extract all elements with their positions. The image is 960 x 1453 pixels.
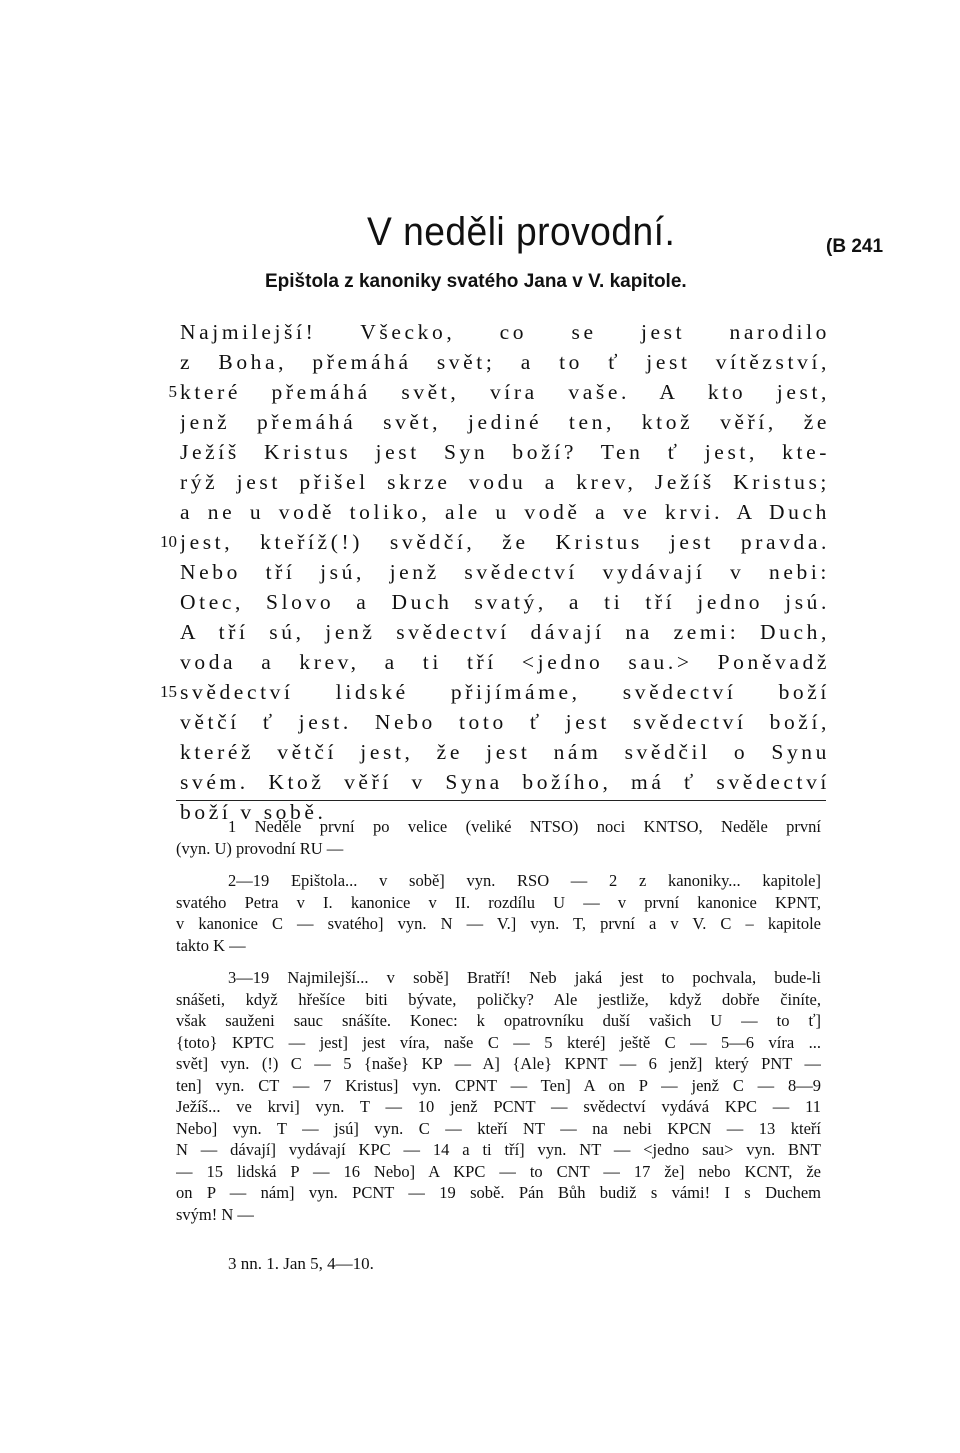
apparatus-line: svatého Petra v I. kanonice v II. rozdílu U — v první kanonice KPNT, <box>176 892 821 912</box>
apparatus-entry <box>176 967 821 1225</box>
apparatus-line: Nebo] vyn. T — jsú] vyn. C — kteří NT — na nebi KPCN — 13 kteří <box>176 1118 821 1138</box>
apparatus-line: v kanonice C — svatého] vyn. N — V.] vyn. T, první a v V. C – kapitole <box>176 914 821 933</box>
text-line: kteréž větčí jest, že jest nám svědčil o Synu <box>180 740 830 764</box>
apparatus-line: svět] vyn. (!) C — 5 {naše} KP — A] {Ale} KPNT — 6 jenž] který PNT — <box>176 1054 821 1073</box>
text-line: Nebo tří jsú, jenž svědectví vydávají v nebi: <box>180 560 830 584</box>
text-line: rýž jest přišel skrze vodu a krev, Ježíš Kristus; <box>180 470 830 494</box>
page-title: V neděli provodní. <box>367 210 676 254</box>
text-line: svém. Ktož věří v Syna božího, má ť svědectví <box>180 770 830 794</box>
text-line: Najmilejší! Všecko, co se jest narodilo <box>180 320 830 344</box>
text-line: větčí ť jest. Nebo toto ť jest svědectví boží, <box>180 710 830 734</box>
apparatus-line: (vyn. U) provodní RU — <box>176 838 344 858</box>
apparatus-line: — 15 lidská P — 16 Nebo] A KPC — to CNT — 17 že] nebo KCNT, že <box>176 1161 821 1181</box>
text-line: jenž přemáhá svět, jediné ten, ktož věří, že <box>180 410 830 434</box>
footnote-divider <box>176 800 826 801</box>
source-reference: 3 nn. 1. Jan 5, 4—10. <box>228 1254 374 1273</box>
text-line: boží v sobě. <box>180 800 327 824</box>
text-line: svědectví lidské přijímáme, svědectví boží <box>180 680 830 704</box>
line-number: 5 <box>168 382 177 401</box>
apparatus-line: snášeti, když hřešíce biti bývate, poličky? Ale jestliže, když dobře činíte, <box>176 989 821 1009</box>
apparatus-line: on P — nám] vyn. PCNT — 19 sobě. Pán Bůh budiž s vámi! I s Duchem <box>176 1183 821 1202</box>
text-line: voda a krev, a ti tří <jedno sau.> Poněvadž <box>180 650 830 674</box>
text-line: A tří sú, jenž svědectví dávají na zemi: Duch, <box>180 620 830 644</box>
apparatus-line: 3—19 Najmilejší... v sobě] Bratří! Neb jaká jest to pochvala, bude-li <box>228 968 821 987</box>
apparatus-line: svým! N — <box>176 1204 254 1224</box>
apparatus-line: 2—19 Epištola... v sobě] vyn. RSO — 2 z kanoniky... kapitole] <box>228 871 821 890</box>
apparatus-line: však sauženi sauc snášíte. Konec: k opatrovníku duší vašich U — to ť] <box>176 1011 821 1030</box>
line-number: 10 <box>160 532 177 551</box>
apparatus-line: Ježíš... ve krvi] vyn. T — 10 jenž PCNT — svědectví vydává KPC — 11 <box>176 1097 821 1116</box>
text-line: jest, kteříž(!) svědčí, že Kristus jest pravda. <box>180 530 830 554</box>
text-line: Otec, Slovo a Duch svatý, a ti tří jedno jsú. <box>180 590 830 614</box>
page-reference: (B 241 <box>826 236 884 257</box>
critical-apparatus <box>176 816 821 1236</box>
section-subtitle: Epištola z kanoniky svatého Jana v V. kapitole. <box>265 271 687 292</box>
apparatus-entry <box>176 816 821 859</box>
text-line: Ježíš Kristus jest Syn boží? Ten ť jest, kte- <box>180 440 830 464</box>
apparatus-line: takto K — <box>176 935 246 955</box>
apparatus-line: N — dávají] vydávají KPC — 14 a ti tří] vyn. NT — <jedno sau> vyn. BNT <box>176 1140 821 1159</box>
text-line: které přemáhá svět, víra vaše. A kto jest, <box>180 380 830 404</box>
apparatus-line: 1 Neděle první po velice (veliké NTSO) noci KNTSO, Neděle první <box>228 817 821 836</box>
text-line: z Boha, přemáhá svět; a to ť jest vítězství, <box>180 350 830 374</box>
main-text <box>160 317 830 827</box>
line-number: 15 <box>160 682 177 701</box>
text-line: a ne u vodě toliko, ale u vodě a ve krvi. A Duch <box>180 500 830 524</box>
apparatus-entry <box>176 870 821 956</box>
apparatus-line: {toto} KPTC — jest] jest víra, naše C — 5 které] ještě C — 5—6 víra ... <box>176 1032 821 1052</box>
apparatus-line: ten] vyn. CT — 7 Kristus] vyn. CPNT — Ten] A on P — jenž C — 8—9 <box>176 1075 821 1095</box>
